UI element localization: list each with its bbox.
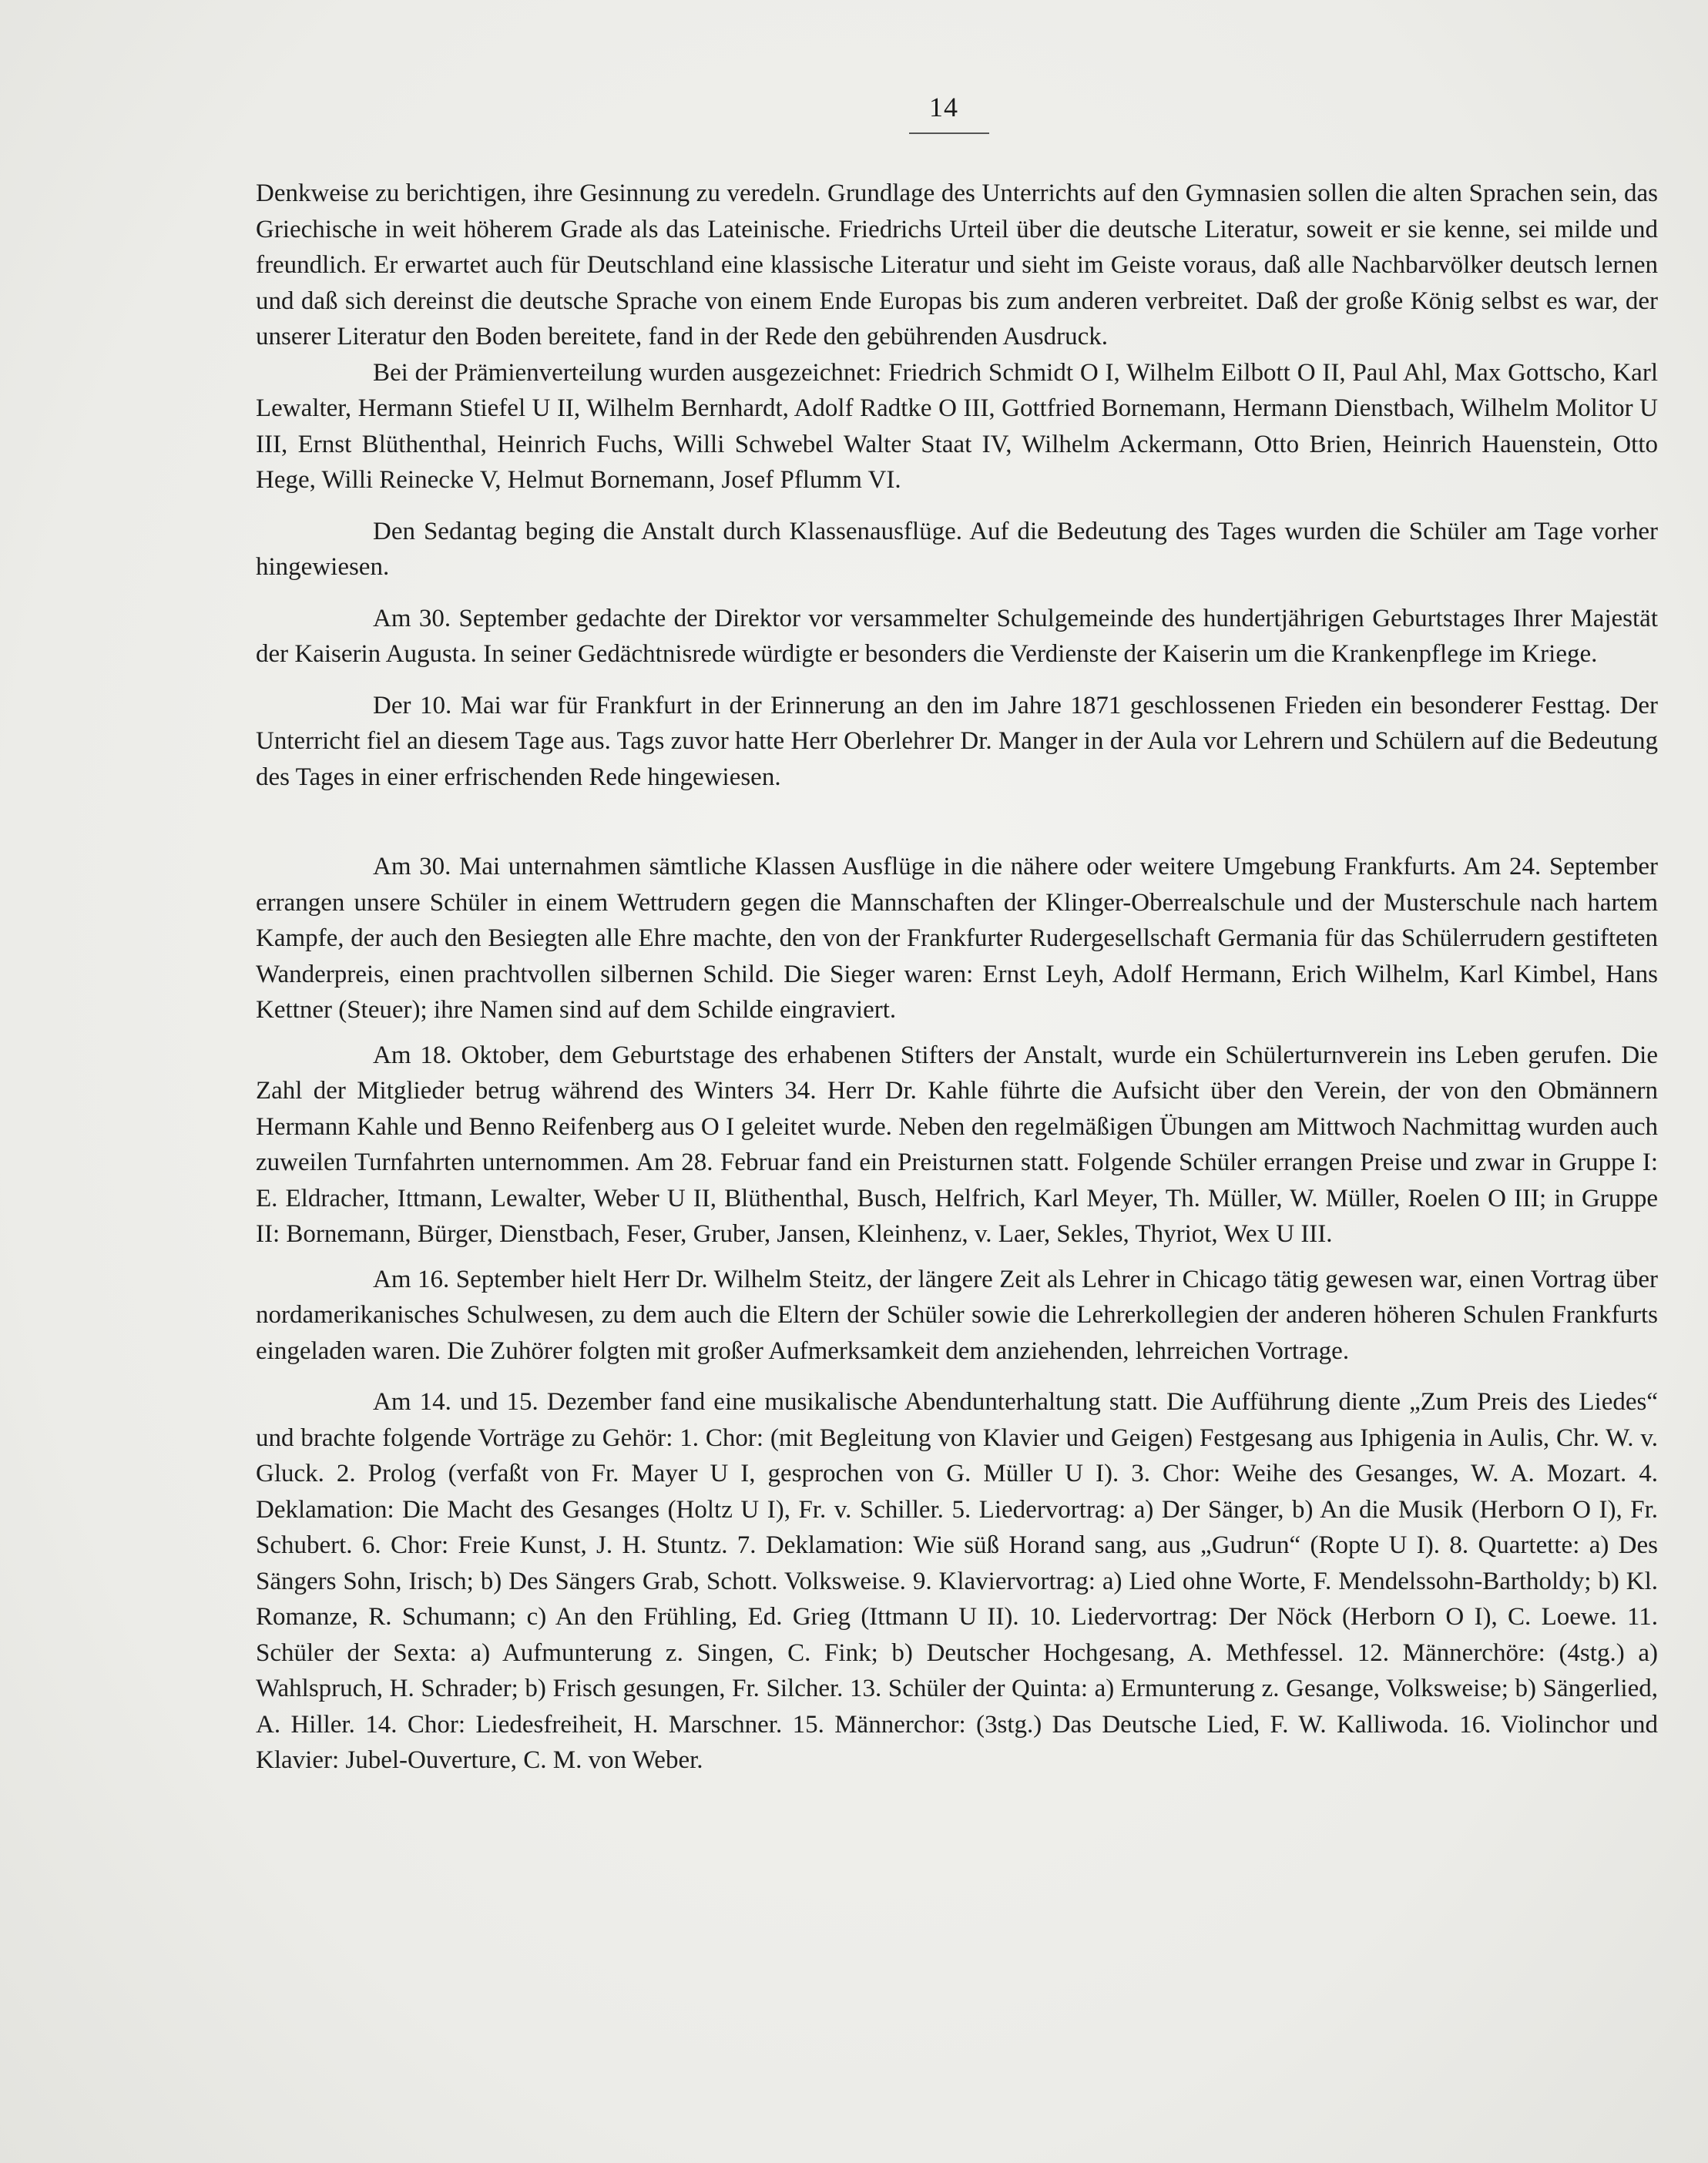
- paragraph-ausfluege-wettrudern: Am 30. Mai unternahmen sämtliche Klassen Ausflüge in die nähere oder weitere Umgebung Frankfurts. Am 24. September errangen unsere Schüler in einem Wettrudern gegen die Mannschaften der Klinger-Oberrealschule und der Musterschule nach hartem Kampfe, der auch den Besiegten alle Ehre machte, den von der Frankfurter Rudergesellschaft Germania für das Schülerrudern gestifteten Wanderpreis, einen prachtvollen silbernen Schild. Die Sieger waren: Ernst Leyh, Adolf Hermann, Erich Wilhelm, Karl Kimbel, Hans Kettner (Steuer); ihre Namen sind auf dem Schilde eingraviert.: [256, 853, 1658, 1024]
- paragraph-kaiserin-augusta: Am 30. September gedachte der Direktor vor versammelter Schulgemeinde des hundertjährigen Geburtstages Ihrer Majestät der Kaiserin Augusta. In seiner Gedächtnisrede würdigte er besonders die Verdienste der Kaiserin um die Krankenpflege im Kriege.: [256, 604, 1658, 668]
- page-number-rule: [909, 132, 989, 134]
- paragraph-praemienverteilung: Bei der Prämienverteilung wurden ausgezeichnet: Friedrich Schmidt O I, Wilhelm Eilbott O II, Paul Ahl, Max Gottscho, Karl Lewalter, Hermann Stiefel U II, Wilhelm Bernhardt, Adolf Radtke O III, Gottfried Bornemann, Hermann Dienstbach, Wilhelm Molitor U III, Ernst Blüthenthal, Heinrich Fuchs, Willi Schwebel Walter Staat IV, Wilhelm Ackermann, Otto Brien, Heinrich Hauenstein, Otto Hege, Willi Reinecke V, Helmut Bornemann, Josef Pflumm VI.: [256, 358, 1658, 494]
- paragraph-sedantag: Den Sedantag beging die Anstalt durch Klassenausflüge. Auf die Bedeutung des Tages wurden die Schüler am Tage vorher hingewiesen.: [256, 517, 1658, 581]
- page-number: 14: [929, 92, 958, 122]
- paragraph-vortrag-steitz: Am 16. September hielt Herr Dr. Wilhelm Steitz, der längere Zeit als Lehrer in Chicago tätig gewesen war, einen Vortrag über nordamerikanisches Schulwesen, zu dem auch die Eltern der Schüler sowie die Lehrerkollegien der anderen höheren Schulen Frankfurts eingeladen waren. Die Zuhörer folgten mit großer Aufmerksamkeit dem anziehenden, lehrreichen Vortrage.: [256, 1265, 1658, 1365]
- paragraph-schuelerturnverein: Am 18. Oktober, dem Geburtstage des erhabenen Stifters der Anstalt, wurde ein Schülerturnverein ins Leben gerufen. Die Zahl der Mitglieder betrug während des Winters 34. Herr Dr. Kahle führte die Aufsicht über den Verein, der von den Obmännern Hermann Kahle und Benno Reifenberg aus O I geleitet wurde. Neben den regelmäßigen Übungen am Mittwoch Nachmittag wurden auch zuweilen Turnfahrten unternommen. Am 28. Februar fand ein Preisturnen statt. Folgende Schüler errangen Preise und zwar in Gruppe I: E. Eldracher, Ittmann, Lewalter, Weber U II, Blüthenthal, Busch, Helfrich, Karl Meyer, Th. Müller, W. Müller, Roelen O III; in Gruppe II: Bornemann, Bürger, Dienstbach, Feser, Gruber, Jansen, Kleinhenz, v. Laer, Sekles, Thyriot, Wex U III.: [256, 1041, 1658, 1248]
- paragraph-friedensfest: Der 10. Mai war für Frankfurt in der Erinnerung an den im Jahre 1871 geschlossenen Frieden ein besonderer Festtag. Der Unterricht fiel an diesem Tage aus. Tags zuvor hatte Herr Oberlehrer Dr. Manger in der Aula vor Lehrern und Schülern auf die Bedeutung des Tages in einer erfrischenden Rede hingewiesen.: [256, 691, 1658, 791]
- paragraph-abendunterhaltung: Am 14. und 15. Dezember fand eine musikalische Abendunterhaltung statt. Die Aufführung diente „Zum Preis des Liedes“ und brachte folgende Vorträge zu Gehör: 1. Chor: (mit Begleitung von Klavier und Geigen) Festgesang aus Iphigenia in Aulis, Chr. W. v. Gluck. 2. Prolog (verfaßt von Fr. Mayer U I, gesprochen von G. Müller U I). 3. Chor: Weihe des Gesanges, W. A. Mozart. 4. Deklamation: Die Macht des Gesanges (Holtz U I), Fr. v. Schiller. 5. Liedervortrag: a) Der Sänger, b) An die Musik (Herborn O I), Fr. Schubert. 6. Chor: Freie Kunst, J. H. Stuntz. 7. Deklamation: Wie süß Horand sang, aus „Gudrun“ (Ropte U I). 8. Quartette: a) Des Sängers Sohn, Irisch; b) Des Sängers Grab, Schott. Volksweise. 9. Klaviervortrag: a) Lied ohne Worte, F. Mendelssohn-Bartholdy; b) Kl. Romanze, R. Schumann; c) An den Frühling, Ed. Grieg (Ittmann U II). 10. Liedervortrag: Der Nöck (Herborn O I), C. Loewe. 11. Schüler der Sexta: a) Aufmunterung z. Singen, C. Fink; b) Deutscher Hochgesang, A. Methfessel. 12. Männerchöre: (4stg.) a) Wahlspruch, H. Schrader; b) Frisch gesungen, Fr. Silcher. 13. Schüler der Quinta: a) Ermunterung z. Gesange, Volksweise; b) Sängerlied, A. Hiller. 14. Chor: Liedesfreiheit, H. Marschner. 15. Männerchor: (3stg.) Das Deutsche Lied, F. W. Kalliwoda. 16. Violinchor und Klavier: Jubel-Ouverture, C. M. von Weber.: [256, 1388, 1658, 1774]
- paragraph-friedrich-speech: Denkweise zu berichtigen, ihre Gesinnung zu veredeln. Grundlage des Unterrichts auf den Gymnasien sollen die alten Sprachen sein, das Griechische in weit höherem Grade als das Lateinische. Friedrichs Urteil über die deutsche Literatur, soweit er sie kenne, sei milde und freundlich. Er erwartet auch für Deutschland eine klassische Literatur und sieht im Geiste voraus, daß alle Nachbarvölker deutsch lernen und daß sich dereinst die deutsche Sprache von einem Ende Europas bis zum anderen verbreitet. Daß der große König selbst es war, der unserer Literatur den Boden bereitete, fand in der Rede den gebührenden Ausdruck.: [256, 179, 1658, 350]
- body-text: [256, 176, 1658, 1779]
